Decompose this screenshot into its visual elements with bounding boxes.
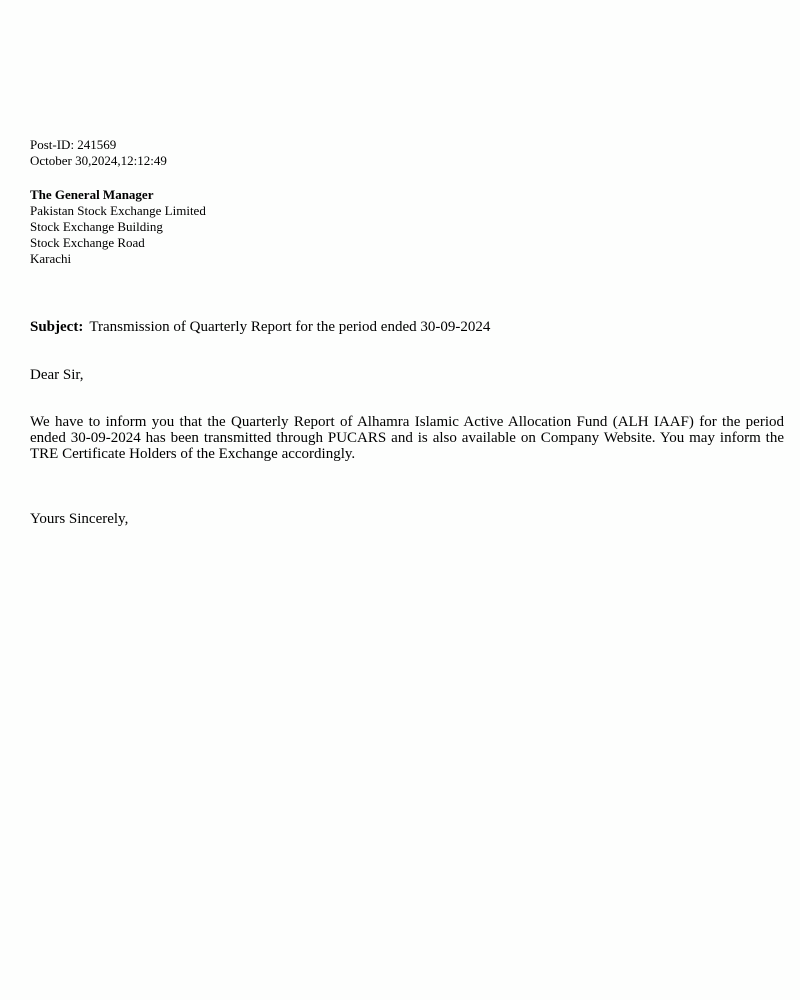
recipient-city: Karachi <box>30 251 72 266</box>
recipient-road: Stock Exchange Road <box>30 235 145 250</box>
subject-label: Subject: <box>30 319 84 335</box>
letter-meta <box>30 137 167 169</box>
salutation: Dear Sir, <box>30 367 84 383</box>
subject-text: Transmission of Quarterly Report for the period ended 30-09-2024 <box>89 319 491 335</box>
post-id: Post-ID: 241569 <box>30 137 117 152</box>
letter-body: We have to inform you that the Quarterly Report of Alhamra Islamic Active Allocation Fund (ALH IAAF) for the period ended 30-09-2024 has been transmitted through PUCARS and is also available on Company Website. You may inform the TRE Certificate Holders of the Exchange accordingly. <box>30 414 784 462</box>
recipient-address <box>30 187 206 267</box>
recipient-organization: Pakistan Stock Exchange Limited <box>30 203 206 218</box>
recipient-title: The General Manager <box>30 187 154 202</box>
post-datetime: October 30,2024,12:12:49 <box>30 153 167 168</box>
closing: Yours Sincerely, <box>30 511 129 527</box>
recipient-building: Stock Exchange Building <box>30 219 163 234</box>
subject-line <box>30 318 490 336</box>
